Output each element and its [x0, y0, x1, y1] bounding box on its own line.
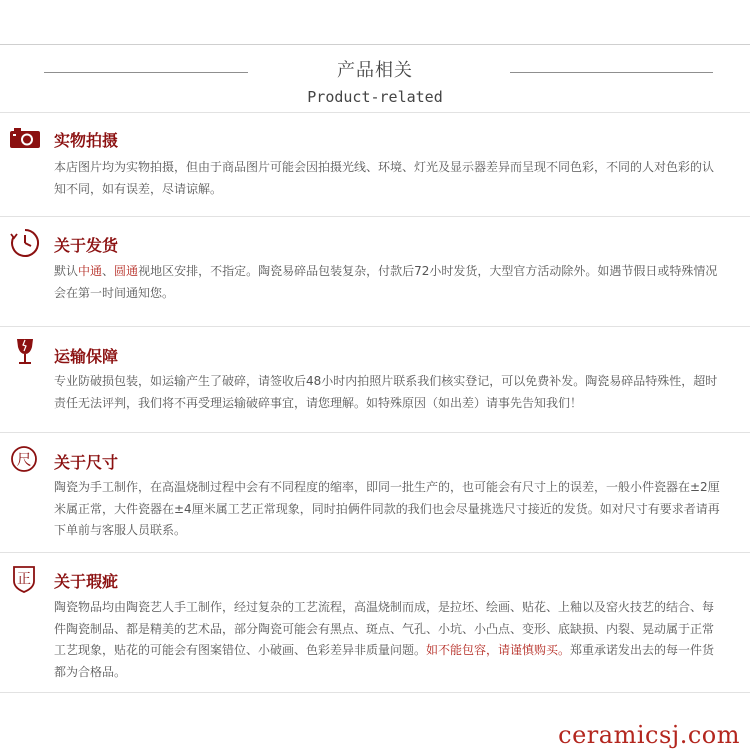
caution-note: 如不能包容，请谨慎购买。 [426, 643, 571, 657]
top-divider [0, 44, 750, 45]
text-part: 郑重承诺发出去的每一件货都为合格品。 [54, 643, 715, 679]
quality-zheng-icon [10, 564, 40, 594]
header-subtitle: Product-related [307, 88, 443, 106]
wine-glass-icon [10, 337, 40, 367]
section-photo [0, 112, 750, 216]
section-title: 关于尺寸 [54, 453, 119, 472]
section-text [54, 261, 724, 304]
site-watermark: ceramicsj.com [558, 721, 740, 749]
icon-glyph: 正 [17, 571, 31, 588]
courier-yto: 圆通 [114, 264, 139, 278]
section-shipping [0, 216, 750, 326]
text-part: 、 [102, 264, 115, 278]
section-title: 实物拍摄 [54, 131, 119, 150]
section-title: 关于瑕疵 [54, 572, 119, 591]
section-text: 陶瓷为手工制作，在高温烧制过程中会有不同程度的缩率，即同一批生产的，也可能会有尺寸上的误差，一般小件瓷器在±2厘米属正常，大件瓷器在±4厘米属工艺正常现象，同时拍俩件同款的我们也会尽量挑选尺寸接近的发货。如对尺寸有要求者请再下单前与客服人员联系。 [54, 480, 720, 537]
section-divider [0, 692, 750, 693]
section-divider [0, 112, 750, 113]
text-part: 陶瓷物品均由陶瓷艺人手工制作，经过复杂的工艺流程，高温烧制而成，是拉坯、绘画、贴花、上釉以及窑火技艺的结合、每件陶瓷制品、都是精美的艺术品，部分陶瓷可能会有黑点、斑点、气孔、小坑、小凸点、变形、底缺损、内裂、晃动属于正常工艺现象，贴花的可能会有图案错位、小破画、色彩差异非质量问题。 [54, 600, 715, 657]
section-text: 本店图片均为实物拍摄，但由于商品图片可能会因拍摄光线、环境、灯光及显示器差异而呈现不同色彩，不同的人对色彩的认知不同，如有误差，尽请谅解。 [54, 160, 715, 196]
section-transport [0, 326, 750, 432]
camera-icon [10, 125, 40, 155]
header-title: 产品相关 [337, 60, 413, 81]
icon-glyph: 尺 [16, 450, 32, 469]
section-text: 专业防破损包装，如运输产生了破碎，请签收后48小时内拍照片联系我们核实登记，可以免费补发。陶瓷易碎品特殊性，超时责任无法评判，我们将不再受理运输破碎事宜，请您理解。如特殊原因（如出差）请事先告知我们！ [54, 374, 718, 410]
section-title: 关于发货 [54, 236, 119, 255]
section-header [0, 56, 750, 116]
ruler-chi-icon [10, 445, 40, 475]
section-size [0, 432, 750, 552]
section-flaws [0, 552, 750, 693]
section-divider [0, 326, 750, 327]
text-part: 视地区安排，不指定。陶瓷易碎品包装复杂，付款后72小时发货，大型官方活动除外。如遇节假日或特殊情况会在第一时间通知您。 [54, 264, 718, 300]
section-text [54, 597, 724, 683]
section-divider [0, 216, 750, 217]
courier-zto: 中通 [78, 264, 103, 278]
text-part: 默认 [54, 264, 79, 278]
section-divider [0, 432, 750, 433]
section-title: 运输保障 [54, 347, 119, 366]
section-divider [0, 552, 750, 553]
clock-icon [10, 228, 40, 258]
